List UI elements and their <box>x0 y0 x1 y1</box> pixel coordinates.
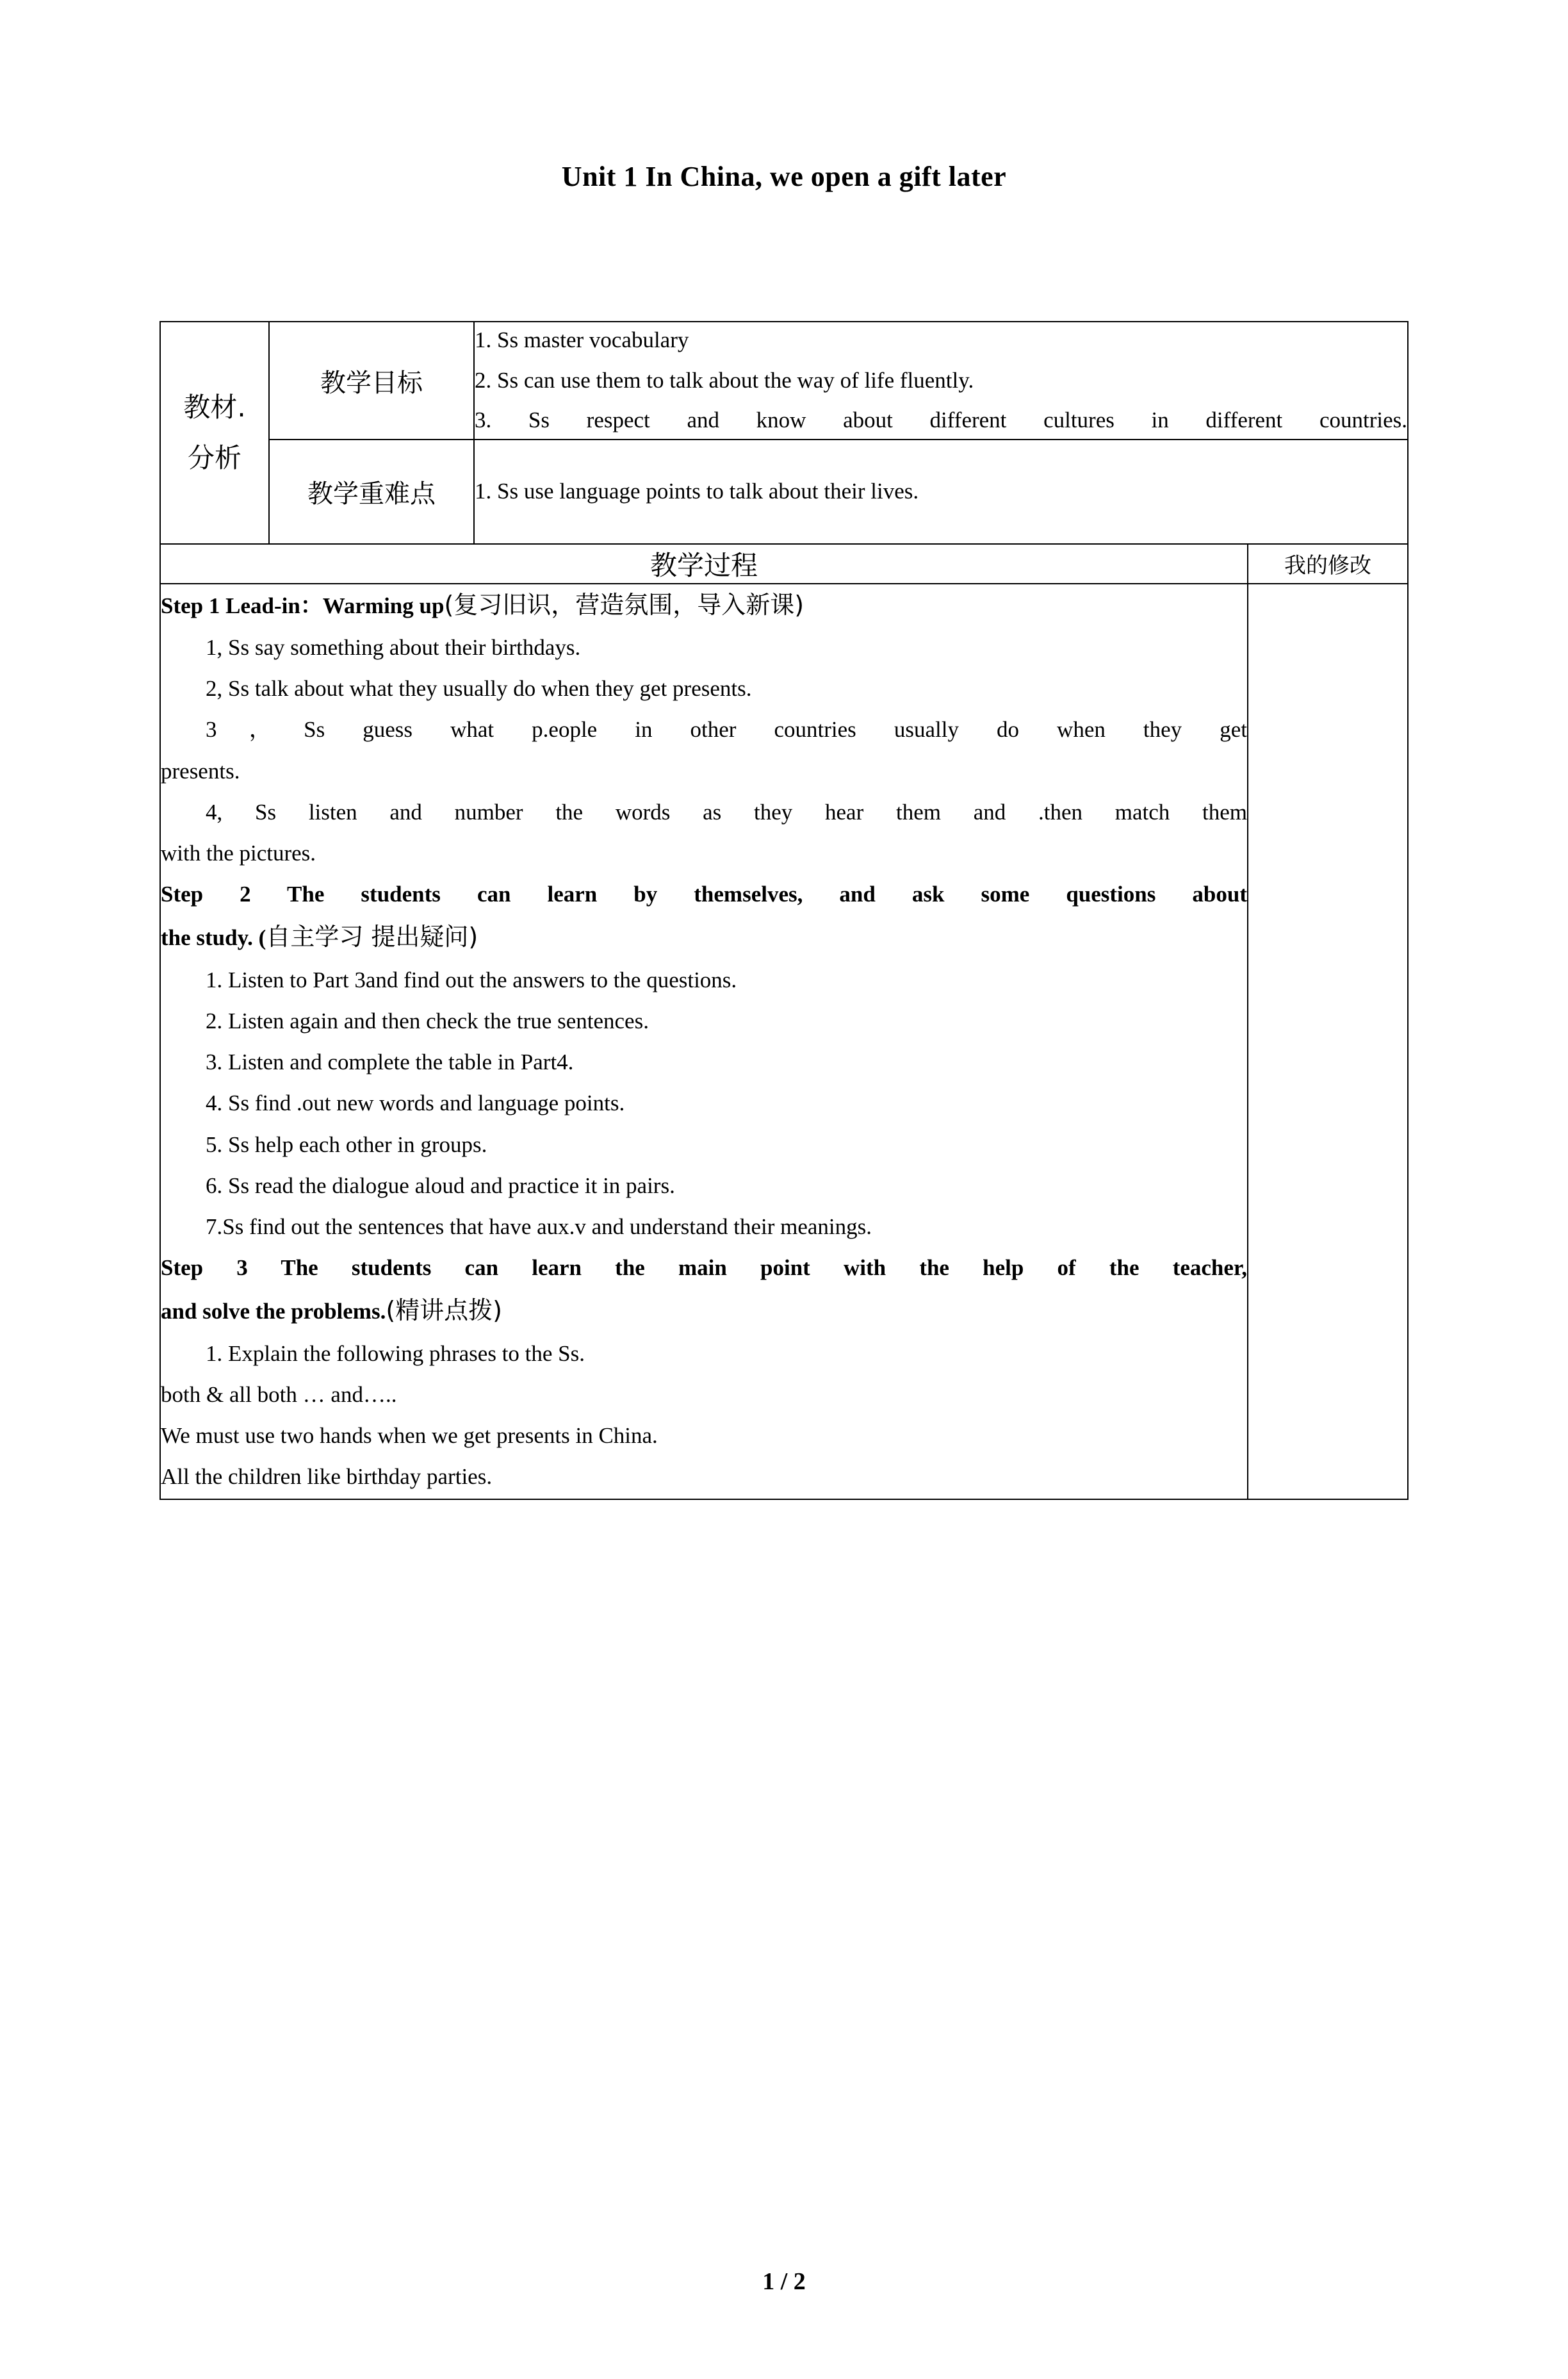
table-row-key-points <box>160 440 1408 544</box>
objective-item: 2. Ss can use them to talk about the way of life fluently. <box>475 367 974 393</box>
material-analysis-line1: 教材. <box>183 391 246 423</box>
process-line: We must use two hands when we get presents in China. <box>161 1423 658 1449</box>
process-line: All the children like birthday parties. <box>161 1464 493 1490</box>
process-line: 2, Ss talk about what they usually do when they get presents. <box>206 676 752 702</box>
process-line: 3. Listen and complete the table in Part4. <box>206 1050 574 1075</box>
process-line: 1. Explain the following phrases to the Ss. <box>206 1340 585 1366</box>
process-line: 4, Ss listen and number the words as they hear them and .then match them <box>206 799 1247 825</box>
process-line: with the pictures. <box>161 841 316 866</box>
cell-teaching-objectives <box>474 322 1408 440</box>
document-page <box>0 160 1568 2379</box>
step1-note: (复习旧识，营造氛围，导入新课) <box>444 590 804 619</box>
key-point-item: 1. Ss use language points to talk about their lives. <box>475 479 919 504</box>
objective-item: 1. Ss master vocabulary <box>475 327 689 352</box>
label-teaching-objectives: 教学目标 <box>269 322 474 440</box>
step3-bold: and solve the problems. <box>161 1299 386 1324</box>
table-row-process-body <box>160 584 1408 1500</box>
table-row-objectives <box>160 322 1408 440</box>
process-line: 1, Ss say something about their birthdays. <box>206 635 581 661</box>
process-line: 7.Ss find out the sentences that have aux.v and understand their meanings. <box>206 1214 872 1239</box>
process-step-heading <box>161 916 1247 958</box>
header-teaching-process: 教学过程 <box>160 544 1248 584</box>
process-line: 4. Ss find .out new words and language points. <box>206 1091 625 1116</box>
table-row-process-header <box>160 544 1408 584</box>
process-line: 6. Ss read the dialogue aloud and practice it in pairs. <box>206 1173 675 1198</box>
step2-note: 自主学习 提出疑问) <box>266 923 478 951</box>
material-analysis-line2: 分析 <box>187 442 241 474</box>
lesson-plan-table <box>159 321 1409 1500</box>
label-key-difficult-points: 教学重难点 <box>269 440 474 544</box>
process-step-heading: Step 2 The students can learn by themselves, and ask some questions about <box>161 882 1247 907</box>
header-my-edit: 我的修改 <box>1248 544 1408 584</box>
process-line: 5. Ss help each other in groups. <box>206 1132 487 1157</box>
cell-key-difficult-points <box>474 440 1408 544</box>
row-header-material-analysis <box>160 322 269 544</box>
cell-teaching-process-body <box>160 584 1248 1500</box>
process-step-heading <box>161 584 1247 626</box>
cell-my-edit-body <box>1248 584 1408 1500</box>
process-step-heading <box>161 1290 1247 1331</box>
process-line: 2. Listen again and then check the true sentences. <box>206 1008 649 1033</box>
process-line: 3，Ss guess what p.eople in other countries usually do when they get <box>206 717 1247 743</box>
process-line: presents. <box>161 758 240 784</box>
process-step-heading: Step 3 The students can learn the main point with the help of the teacher, <box>161 1255 1247 1281</box>
step3-note: (精讲点拨) <box>386 1296 502 1325</box>
page-number: 1 / 2 <box>762 2268 806 2295</box>
process-line: both & all both … and….. <box>161 1381 397 1407</box>
step1-bold: Step 1 Lead-in：Warming up <box>161 593 445 618</box>
step2-bold: the study. ( <box>161 925 266 951</box>
objective-item: 3. Ss respect and know about different cultures in different countries. <box>475 407 1407 433</box>
page-title: Unit 1 In China, we open a gift later <box>561 161 1007 192</box>
process-line: 1. Listen to Part 3and find out the answers to the questions. <box>206 967 737 992</box>
